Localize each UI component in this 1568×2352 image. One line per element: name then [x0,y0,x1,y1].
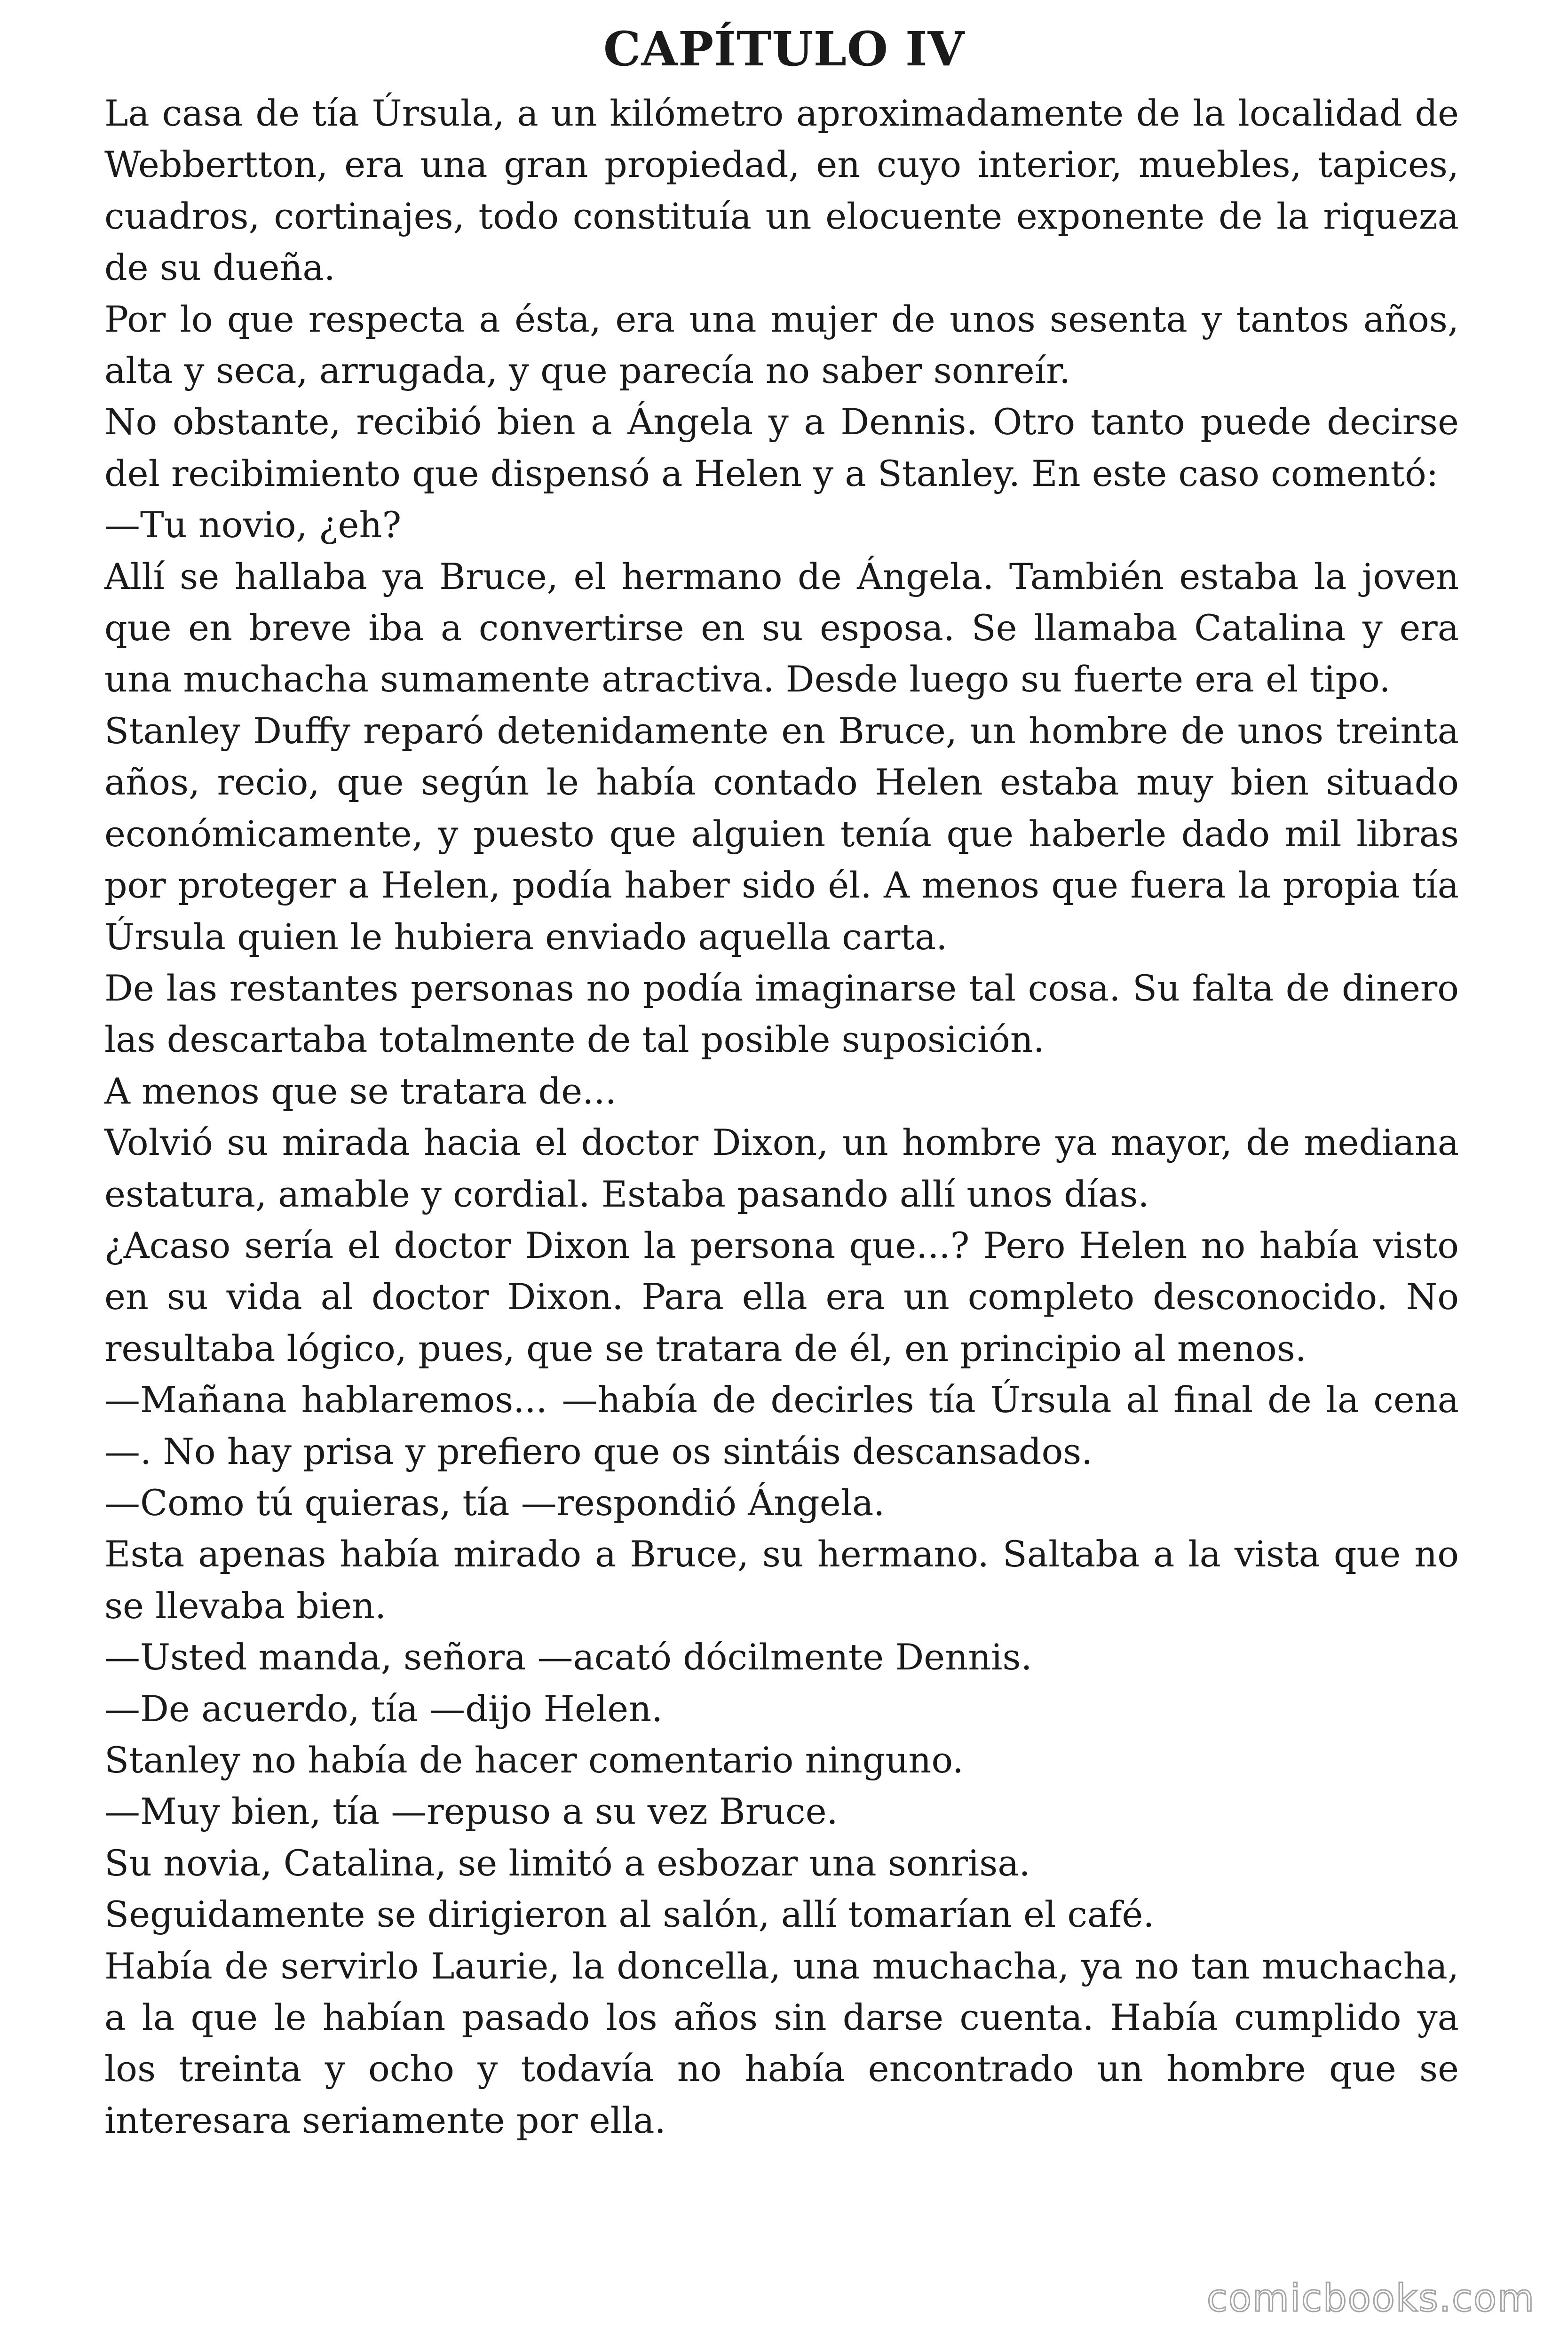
chapter-title: CAPÍTULO IV [603,21,965,77]
watermark: comicbooks.com [1206,2276,1535,2320]
paragraph: Había de servirlo Laurie, la doncella, una muchacha, ya no tan muchacha, a la que le habían pasado los años sin darse cuenta. Había cumplido ya los treinta y ocho y todavía no había encontrado un hombre que se interesara seriamente por ella. [104,1945,1459,2141]
paragraph: Volvió su mirada hacia el doctor Dixon, un hombre ya mayor, de mediana estatura, amable y cordial. Estaba pasando allí unos días. [104,1121,1459,1215]
paragraph: —Muy bien, tía —repuso a su vez Bruce. [104,1790,838,1833]
paragraph: Esta apenas había mirado a Bruce, su hermano. Saltaba a la vista que no se llevaba bien. [104,1533,1459,1627]
paragraph: Por lo que respecta a ésta, era una mujer de unos sesenta y tantos años, alta y seca, arrugada, y que parecía no saber sonreír. [104,298,1459,392]
paragraph: De las restantes personas no podía imaginarse tal cosa. Su falta de dinero las descartaba totalmente de tal posible suposición. [104,967,1459,1061]
paragraph: —Mañana hablaremos... —había de decirles tía Úrsula al final de la cena—. No hay prisa y prefiero que os sintáis descansados. [104,1379,1459,1472]
chapter-text [104,87,1459,2146]
paragraph: No obstante, recibió bien a Ángela y a Dennis. Otro tanto puede decirse del recibimiento que dispensó a Helen y a Stanley. En este caso comentó: [104,401,1459,494]
paragraph: Su novia, Catalina, se limitó a esbozar una sonrisa. [104,1842,1030,1884]
paragraph: Stanley Duffy reparó detenidamente en Bruce, un hombre de unos treinta años, recio, que según le había contado Helen estaba muy bien situado económicamente, y puesto que alguien tenía que haberle dado mil libras por proteger a Helen, podía haber sido él. A menos que fuera la propia tía Úrsula quien le hubiera enviado aquella carta. [104,709,1459,958]
paragraph: —Usted manda, señora —acató dócilmente Dennis. [104,1636,1032,1678]
paragraph: —Como tú quieras, tía —respondió Ángela. [104,1481,885,1524]
paragraph: La casa de tía Úrsula, a un kilómetro aproximadamente de la localidad de Webbertton, era una gran propiedad, en cuyo interior, muebles, tapices, cuadros, cortinajes, todo constituía un elocuente exponente de la riqueza de su dueña. [104,92,1459,289]
paragraph: —De acuerdo, tía —dijo Helen. [104,1687,663,1730]
paragraph: —Tu novio, ¿eh? [104,504,402,546]
paragraph: ¿Acaso sería el doctor Dixon la persona que...? Pero Helen no había visto en su vida al doctor Dixon. Para ella era un completo desconocido. No resultaba lógico, pues, que se tratara de él, en principio al menos. [104,1224,1459,1369]
paragraph: A menos que se tratara de... [104,1070,617,1112]
paragraph: Seguidamente se dirigieron al salón, allí tomarían el café. [104,1893,1155,1936]
paragraph: Allí se hallaba ya Bruce, el hermano de Ángela. También estaba la joven que en breve iba a convertirse en su esposa. Se llamaba Catalina y era una muchacha sumamente atractiva. Desde luego su fuerte era el tipo. [104,555,1459,700]
paragraph: Stanley no había de hacer comentario ninguno. [104,1739,964,1781]
